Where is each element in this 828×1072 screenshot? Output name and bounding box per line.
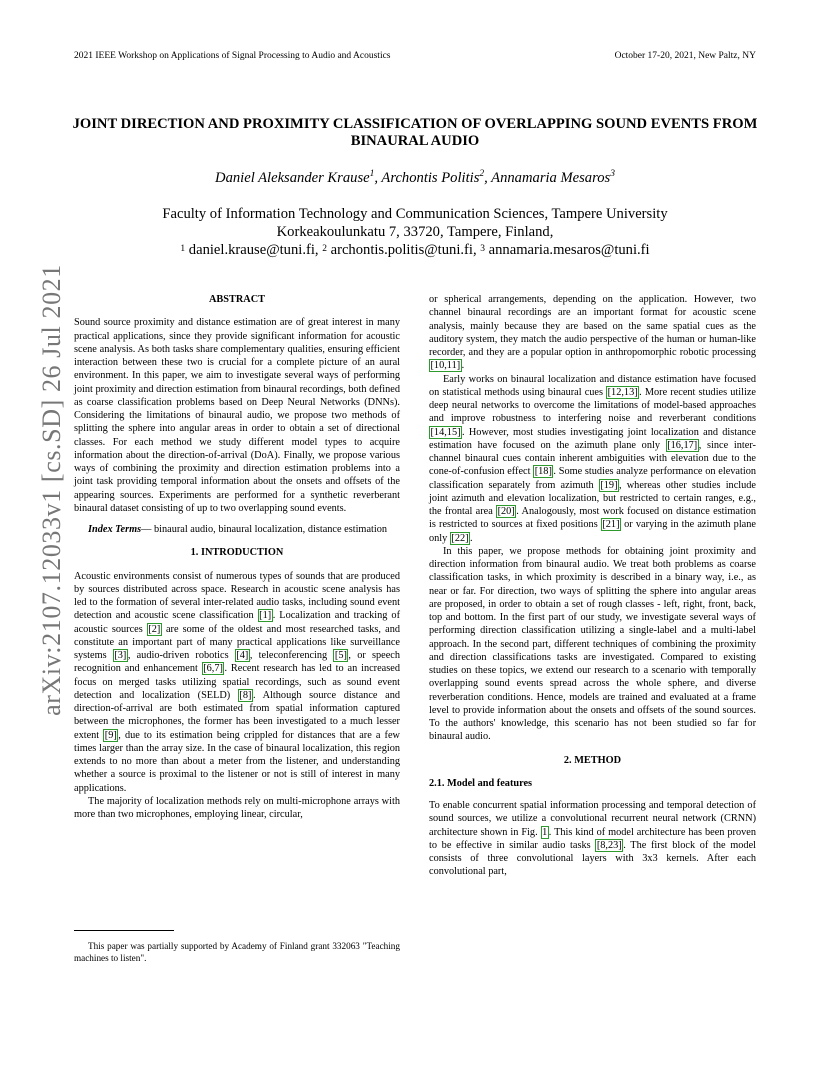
section-heading: ABSTRACT bbox=[208, 294, 266, 305]
conference-date-header: October 17-20, 2021, New Paltz, NY bbox=[614, 51, 756, 61]
email-affiliation-mark: 3 bbox=[480, 244, 485, 254]
text-span: To enable concurrent spatial information processing and temporal detection of sound sources, we utilize a convolutional recurrent neural network (CRNN) architecture shown in Fig. bbox=[429, 800, 756, 838]
author-name: Annamaria Mesaros bbox=[491, 170, 611, 186]
paragraph bbox=[429, 799, 756, 879]
author-email[interactable]: annamaria.mesaros@tuni.fi bbox=[488, 242, 650, 258]
author-affiliation-mark: 2 bbox=[479, 169, 485, 179]
text-span: . Analogously, most work focused on distance estimation is restricted to sources at fixed positions bbox=[429, 506, 757, 531]
citation-link[interactable]: [8] bbox=[239, 689, 252, 701]
text-span: . However, most studies investigating joint localization and distance estimation have focused on the azimuth plane only bbox=[429, 426, 756, 451]
citation-link[interactable]: [3] bbox=[114, 650, 127, 661]
text-span: . Although source distance and direction-of-arrival are both estimated from spatial information captured between the microphones, the former has been investigated to a much lesser extent bbox=[74, 689, 400, 741]
author-affiliation-mark: 3 bbox=[610, 169, 615, 179]
index-terms-label: Index Terms bbox=[88, 524, 142, 535]
text-span: In this paper, we propose methods for obtaining joint proximity and direction information from binaural audio. We treat both problems as coarse classification tasks, in which proximity is described in a binary way, i.e., as near or far. For direction, two ways of splitting the sphere into angular areas are proposed, in order to obtain a set of rough classes - left, right, front, back, top and bottom. In the first part of our study, we investigate several ways of performing direction classification utilizing a single-label and a multi-label approach. In the second part, different techniques of combining the proximity and direction classifications tasks are investigated. Compared to existing studies on these topics, we extend our research to a scenario with temporally overlapping sound events spread across the whole sphere, and diverse reverberation conditions. Hence, models are trained and evaluated at a frame level to provide information about the onsets and offsets of the sound sources. To the authors' knowledge, this scenario has not been studied so far for binaural audio. bbox=[429, 545, 756, 743]
paragraph bbox=[429, 373, 756, 545]
email-line: $^1$ daniel.krause@tuni.fi, $^2$ archontis.politis@tuni.fi, $^3$ annamaria.mesaros@tuni.fi bbox=[180, 242, 650, 258]
text-span: Sound source proximity and distance estimation are of great interest in many practical applications, since they provide significant information for acoustic scene analysis. As both tasks share complementary qualities, ensuring efficient interaction between these two is crucial for a complete picture of an aural environment. In this paper, we aim to investigate several ways of performing joint proximity and direction estimation from binaural recordings, both defined as coarse classification problems based on Deep Neural Networks (DNNs). Considering the limitations of binaural audio, we propose two methods of splitting the sphere into angular areas in order to obtain a set of directional classes. For each method we study different model types to acquire information about the direction-of-arrival (DoA). Finally, we propose various ways of combining the proximity and direction estimation problems into a joint task providing temporal information about the onsets and offsets of the appearing sources. Experiments are performed for a synthetic reverberant binaural dataset consisting of up to two overlapping sound events. bbox=[74, 317, 400, 514]
affiliation-block bbox=[70, 205, 760, 259]
subsection-heading: 2.1. Model and features bbox=[429, 777, 533, 789]
text-span: . Recent research has led to an increased focus on merged tasks utilizing spatial recordings, such as sound event detection and localization (SELD) bbox=[74, 663, 400, 701]
conference-header: 2021 IEEE Workshop on Applications of Signal Processing to Audio and Acoustics bbox=[74, 51, 391, 61]
text-span: . Some studies analyze performance on elevation classification separately from azimuth bbox=[429, 466, 757, 491]
citation-link[interactable]: [9] bbox=[104, 729, 117, 741]
author-list: Daniel Aleksander Krause$^1$, Archontis Politis$^2$, Annamaria Mesaros$^3$ bbox=[215, 169, 615, 186]
citation-link[interactable]: [14,15] bbox=[430, 426, 461, 438]
text-span: Early works on binaural localization and distance estimation have focused on statistical methods using binaural cues bbox=[429, 373, 756, 398]
text-span: The majority of localization methods rely on multi-microphone arrays with more than two microphones, employing linear, circular, bbox=[74, 795, 400, 820]
citation-link[interactable]: [1] bbox=[259, 610, 272, 622]
text-span: . bbox=[461, 360, 465, 372]
text-span: are some of the oldest and most researched tasks, and constitute an important part of many practical applications like surveillance systems bbox=[74, 623, 400, 661]
citation-link[interactable]: [18] bbox=[534, 466, 552, 478]
citation-link[interactable]: [12,13] bbox=[607, 386, 638, 398]
text-span: — binaural audio, binaural localization, distance estimation bbox=[141, 524, 388, 535]
section-heading: 1. INTRODUCTION bbox=[190, 547, 284, 559]
email-affiliation-mark: 2 bbox=[322, 244, 327, 254]
text-span: or spherical arrangements, depending on the application. However, two channel binaural recordings are an important format for acoustic scene analysis, mainly because they are based on the same spatial cues as the auditory system, they match the audio perspective of the human or human-like recorder, and they are a popular option in anthropomorphic robotic processing bbox=[429, 294, 756, 358]
author-name: Daniel Aleksander Krause bbox=[215, 170, 370, 186]
author-email[interactable]: daniel.krause@tuni.fi bbox=[188, 242, 315, 258]
text-span: , audio-driven robotics bbox=[127, 650, 235, 661]
citation-link[interactable]: [19] bbox=[600, 479, 618, 491]
author-name: Archontis Politis bbox=[381, 170, 480, 186]
left-column bbox=[74, 293, 400, 821]
citation-link[interactable]: [6,7] bbox=[203, 663, 223, 675]
citation-link[interactable]: 1 bbox=[542, 826, 548, 838]
text-span: , since inter-channel binaural cues contain inherent ambiguities with elevation due to the cone-of-confusion effect bbox=[429, 439, 756, 478]
footnote-rule bbox=[74, 930, 174, 931]
arxiv-id[interactable]: arXiv:2107.12033v1 [cs.SD] 26 Jul 2021 bbox=[37, 264, 66, 716]
author-affiliation-mark: 1 bbox=[369, 169, 375, 179]
paragraph bbox=[429, 293, 756, 373]
text-span: . The first block of the model consists of three convolutional layers with 3x3 kernels. After each convolutional part, bbox=[429, 839, 756, 878]
text-span: . More recent studies utilize deep neural networks to overcome the limitations of model-based approaches and improve robustness to interfering noise and reverberant conditions bbox=[429, 386, 756, 425]
paragraph bbox=[74, 570, 400, 795]
citation-link[interactable]: [10,11] bbox=[430, 360, 461, 372]
paragraph bbox=[74, 316, 400, 515]
paragraph bbox=[74, 523, 400, 536]
right-column bbox=[429, 293, 756, 879]
author-email[interactable]: archontis.politis@tuni.fi bbox=[330, 242, 473, 258]
citation-link[interactable]: [16,17] bbox=[667, 439, 698, 451]
text-span: , due to its estimation being crippled for distances that are a few times larger than the array size. In the case of binaural localization, this region extends to no more than about a meter from the listener, and understanding whether a source is proximal to the listener or not is still of interest in many applications. bbox=[74, 729, 400, 794]
affiliation-line: Faculty of Information Technology and Communication Sciences, Tampere University bbox=[162, 206, 668, 222]
text-span: or varying in the azimuth plane only bbox=[429, 519, 756, 544]
text-span: , whereas other studies include joint azimuth and elevation localization, but restricted to certain ranges, e.g., the frontal area bbox=[429, 479, 756, 517]
paragraph bbox=[429, 545, 756, 744]
section-heading: 2. METHOD bbox=[563, 754, 622, 766]
text-span: Acoustic environments consist of numerous types of sounds that are produced by sources distributed across space. Research in acoustic scene analysis has led to the formation of several inter-related audio tasks, including sound event detection and acoustic scene classification bbox=[74, 570, 400, 622]
address-line: Korkeakoulunkatu 7, 33720, Tampere, Finland, bbox=[276, 224, 554, 240]
email-affiliation-mark: 1 bbox=[180, 244, 186, 254]
text-span: . Localization and tracking of acoustic sources bbox=[74, 610, 401, 635]
citation-link[interactable]: [4] bbox=[236, 650, 249, 661]
citation-link[interactable]: [22] bbox=[451, 532, 469, 544]
citation-link[interactable]: [21] bbox=[602, 519, 620, 531]
citation-link[interactable]: [20] bbox=[497, 506, 515, 517]
citation-link[interactable]: [2] bbox=[148, 623, 161, 635]
text-span: , teleconferencing bbox=[249, 650, 334, 661]
text-span: . This kind of model architecture has been proven to be effective in similar audio tasks bbox=[429, 826, 756, 851]
text-span: , or speech recognition and enhancement bbox=[74, 650, 400, 675]
footnote: This paper was partially supported by Academy of Finland grant 332063 "Teaching machines to listen". bbox=[74, 941, 400, 963]
paragraph bbox=[74, 795, 400, 822]
text-span: . bbox=[470, 532, 473, 544]
arxiv-stamp bbox=[20, 264, 66, 716]
citation-link[interactable]: [8,23] bbox=[596, 839, 622, 851]
citation-link[interactable]: [5] bbox=[334, 650, 347, 661]
paper-title: JOINT DIRECTION AND PROXIMITY CLASSIFICATION OF OVERLAPPING SOUND EVENTS FROM BINAURAL AUDIO bbox=[72, 116, 758, 149]
